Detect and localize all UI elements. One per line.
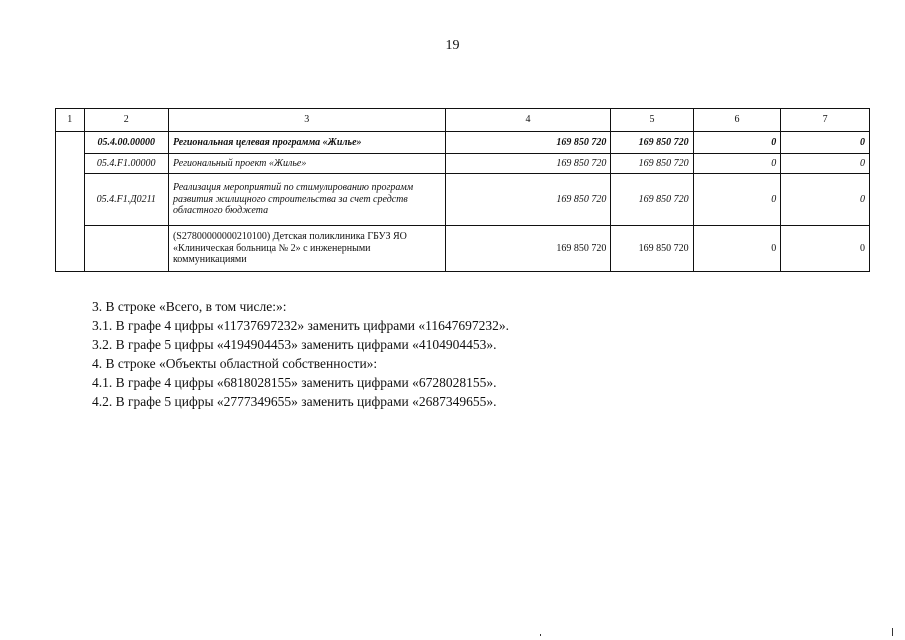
paragraph: 4.1. В графе 4 цифры «6818028155» заменить цифрами «6728028155».	[92, 375, 497, 390]
column-header: 4	[445, 109, 611, 132]
row-name: Региональная целевая программа «Жилье»	[168, 132, 445, 154]
row-code: 05.4.00.00000	[84, 132, 168, 154]
column-header: 7	[781, 109, 870, 132]
row-code: 05.4.F1.00000	[84, 154, 168, 174]
column-header: 1	[56, 109, 85, 132]
paragraph: 3.2. В графе 5 цифры «4194904453» заменить цифрами «4104904453».	[92, 337, 497, 352]
page-number: 19	[445, 38, 460, 53]
row-col4: 169 850 720	[445, 174, 611, 226]
column-header: 6	[693, 109, 781, 132]
paragraph: 3.1. В графе 4 цифры «11737697232» заменить цифрами «11647697232».	[92, 318, 509, 333]
row-col5: 169 850 720	[611, 132, 693, 154]
paragraph: 4.2. В графе 5 цифры «2777349655» заменить цифрами «2687349655».	[92, 394, 497, 409]
column-header: 5	[611, 109, 693, 132]
row-code: 05.4.F1.Д0211	[84, 174, 168, 226]
row-col4: 169 850 720	[445, 226, 611, 272]
row-name: Реализация мероприятий по стимулированию программ развития жилищного строительства за счет средств областного бюджета	[168, 174, 445, 226]
row-col5: 169 850 720	[611, 174, 693, 226]
row-col4: 169 850 720	[445, 154, 611, 174]
table-row	[56, 154, 870, 174]
row-col5: 169 850 720	[611, 154, 693, 174]
table-row	[56, 132, 870, 154]
column-header: 2	[84, 109, 168, 132]
row-col6: 0	[693, 174, 781, 226]
scan-mark	[892, 628, 893, 636]
table-row	[56, 174, 870, 226]
row-col5: 169 850 720	[611, 226, 693, 272]
column-header: 3	[168, 109, 445, 132]
row-col7: 0	[781, 174, 870, 226]
row-col7: 0	[781, 226, 870, 272]
scan-mark	[540, 634, 541, 636]
row-col7: 0	[781, 154, 870, 174]
paragraph: 4. В строке «Объекты областной собственности»:	[92, 356, 378, 371]
row-code	[84, 226, 168, 272]
paragraph: 3. В строке «Всего, в том числе:»:	[92, 299, 287, 314]
amendment-text	[92, 297, 509, 411]
budget-table	[55, 108, 870, 272]
row-col6: 0	[693, 226, 781, 272]
row-col7: 0	[781, 132, 870, 154]
row-col4: 169 850 720	[445, 132, 611, 154]
row-name: Региональный проект «Жилье»	[168, 154, 445, 174]
row-col6: 0	[693, 132, 781, 154]
table-row	[56, 226, 870, 272]
row-col6: 0	[693, 154, 781, 174]
table-header-row	[56, 109, 870, 132]
row-name: (S27800000000210100) Детская поликлиника ГБУЗ ЯО «Клиническая больница № 2» с инженерными коммуникациями	[168, 226, 445, 272]
empty-cell	[56, 132, 85, 272]
